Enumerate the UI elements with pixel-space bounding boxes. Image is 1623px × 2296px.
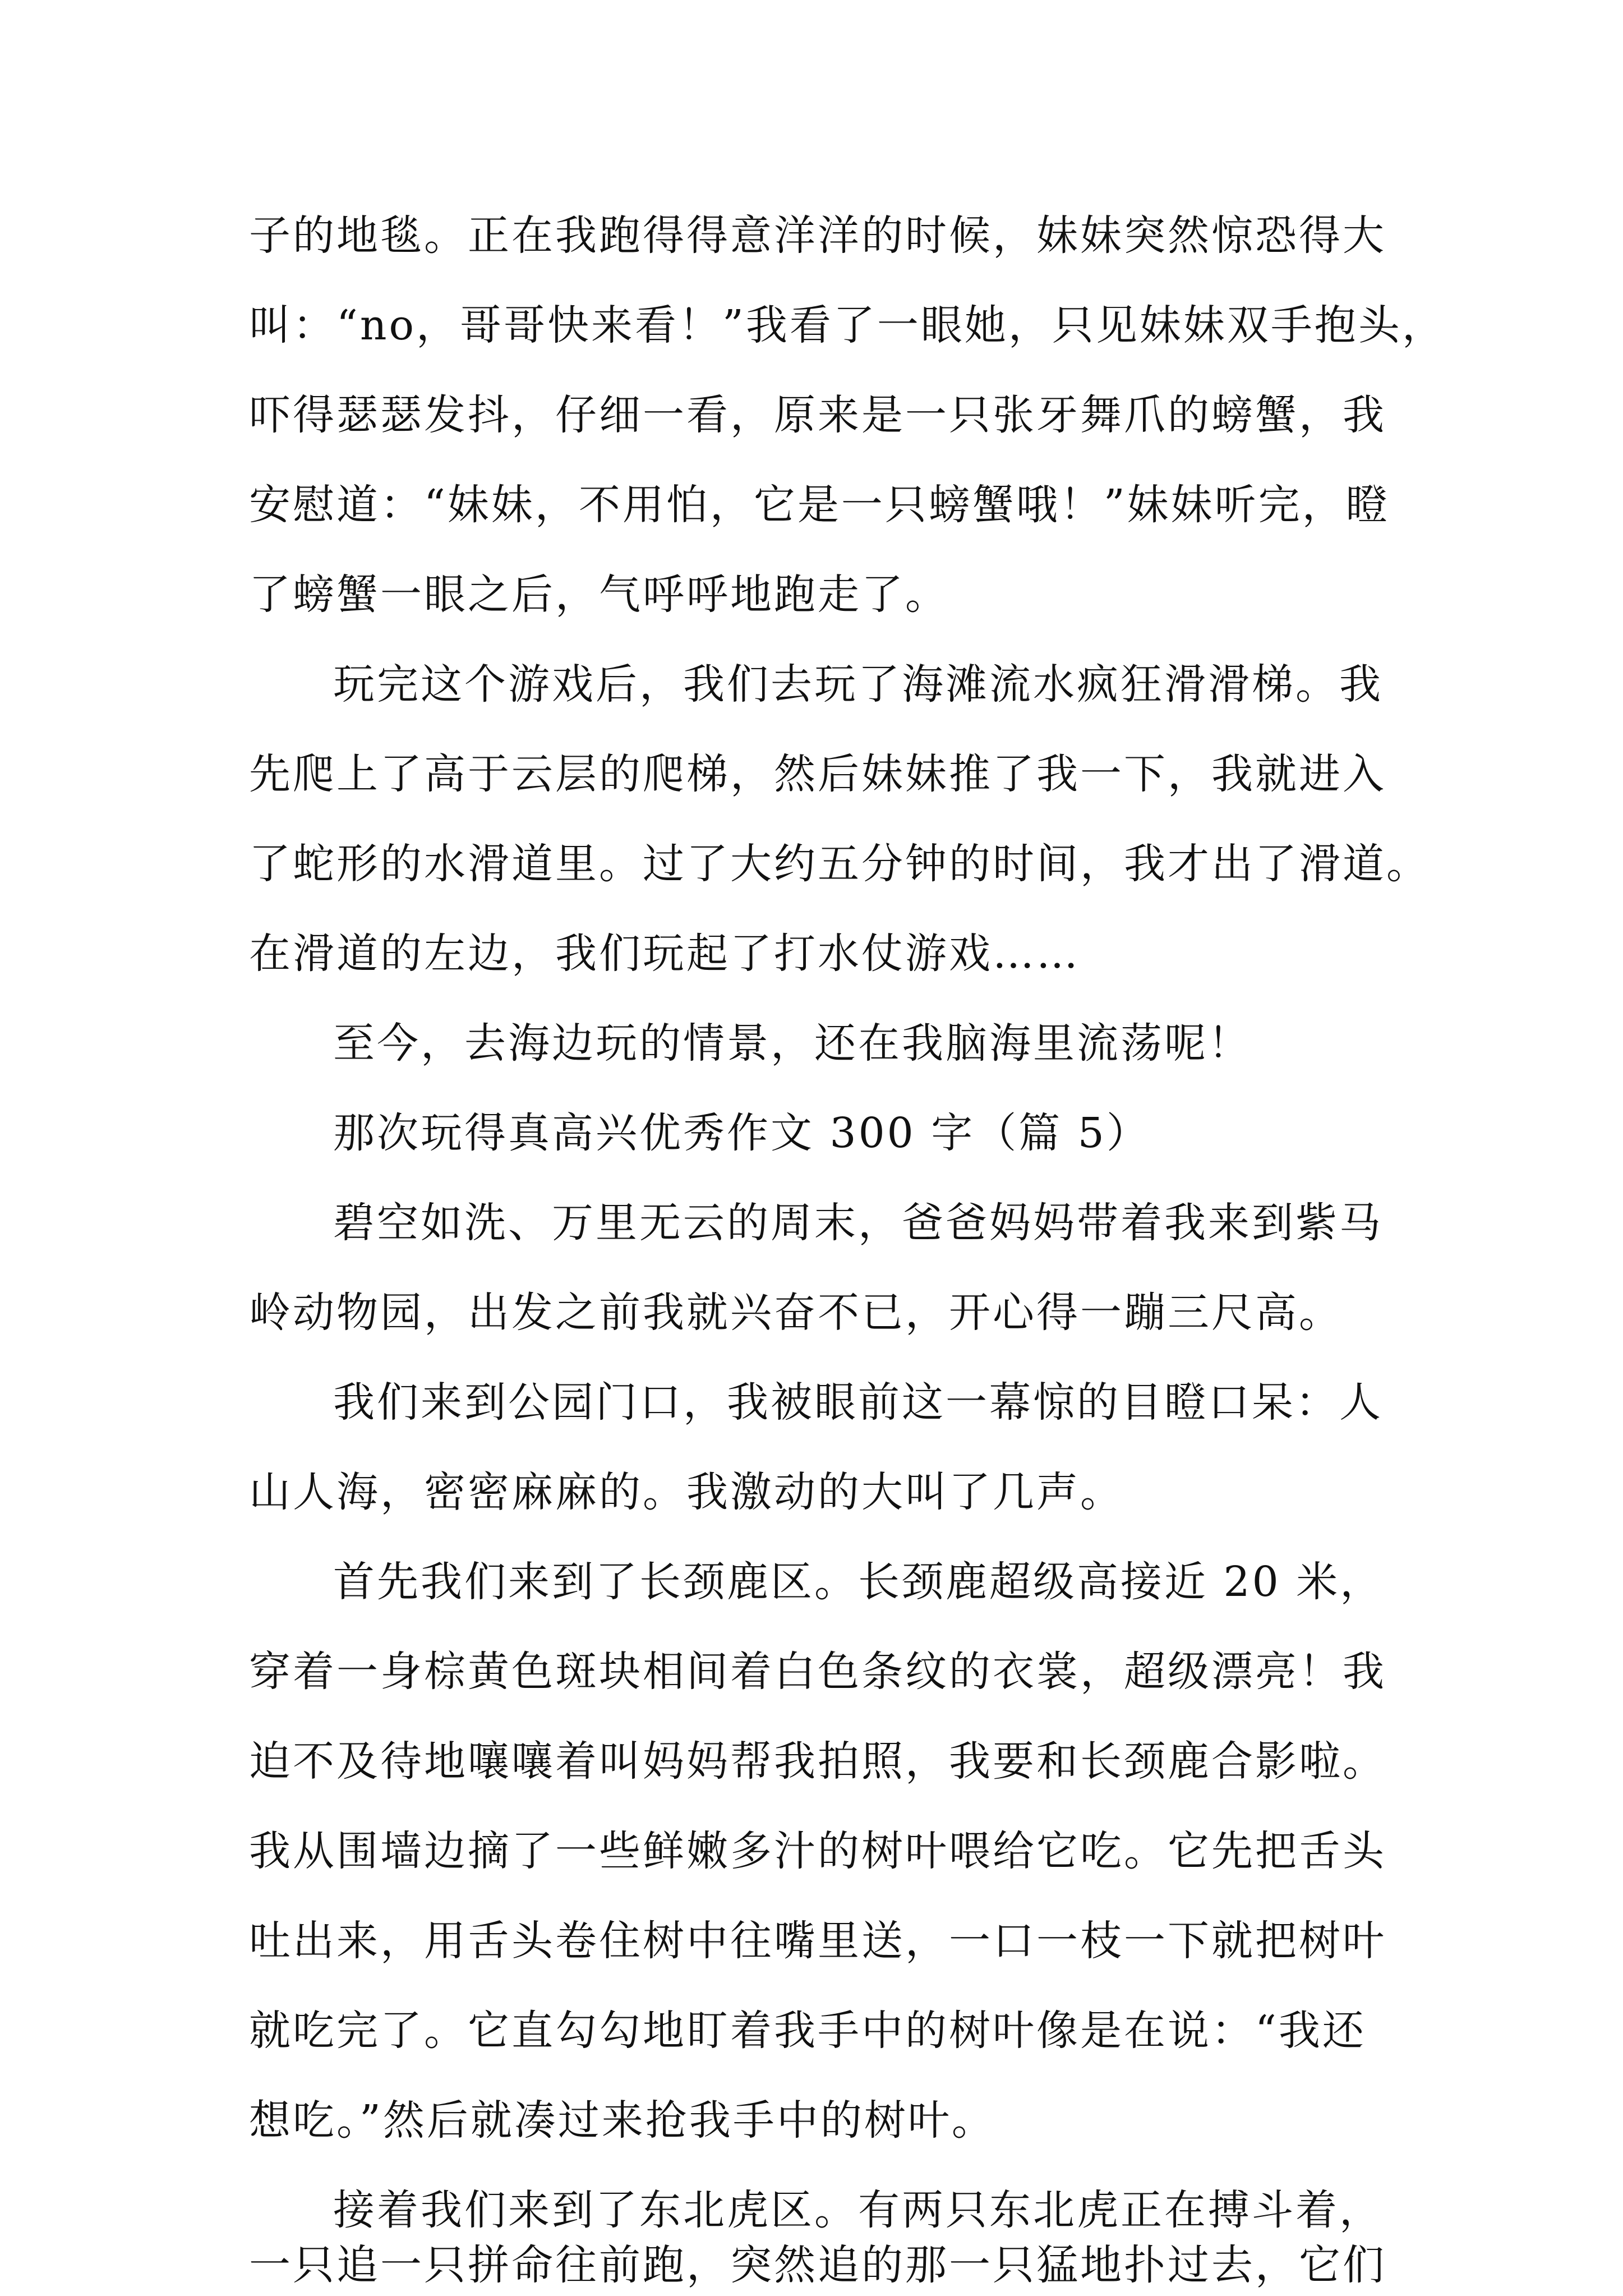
text-line: 在滑道的左边，我们玩起了打水仗游戏…… [249, 930, 1080, 978]
paragraph-first-line: 接着我们来到了东北虎区。有两只东北虎正在搏斗着， [333, 2186, 1383, 2234]
text-line: 了蛇形的水滑道里。过了大约五分钟的时间，我才出了滑道。 [249, 840, 1430, 888]
text-line: 叫：“no，哥哥快来看！”我看了一眼她，只见妹妹双手抱头， [249, 301, 1446, 349]
text-line: 一只追一只拼命往前跑，突然追的那一只猛地扑过去，它们 [249, 2241, 1386, 2289]
section-heading: 那次玩得真高兴优秀作文 300 字（篇 5） [333, 1109, 1150, 1157]
paragraph-first-line: 我们来到公园门口，我被眼前这一幕惊的目瞪口呆：人 [333, 1378, 1383, 1427]
text-line: 吓得瑟瑟发抖，仔细一看，原来是一只张牙舞爪的螃蟹，我 [249, 391, 1386, 439]
text-line: 迫不及待地嚷嚷着叫妈妈帮我拍照，我要和长颈鹿合影啦。 [249, 1737, 1386, 1786]
text-line: 我从围墙边摘了一些鲜嫩多汁的树叶喂给它吃。它先把舌头 [249, 1827, 1386, 1875]
text-line: 先爬上了高于云层的爬梯，然后妹妹推了我一下，我就进入 [249, 750, 1386, 798]
text-line: 岭动物园，出发之前我就兴奋不已，开心得一蹦三尺高。 [249, 1289, 1343, 1337]
text-line: 就吃完了。它直勾勾地盯着我手中的树叶像是在说：“我还 [249, 2007, 1366, 2055]
text-line: 子的地毯。正在我跑得得意洋洋的时候，妹妹突然惊恐得大 [249, 211, 1386, 260]
text-line: 安慰道：“妹妹，不用怕，它是一只螃蟹哦！”妹妹听完，瞪 [249, 481, 1390, 529]
paragraph-first-line: 首先我们来到了长颈鹿区。长颈鹿超级高接近 20 米， [333, 1558, 1384, 1606]
text-line: 穿着一身棕黄色斑块相间着白色条纹的衣裳，超级漂亮！我 [249, 1648, 1386, 1696]
text-line: 山人海，密密麻麻的。我激动的大叫了几声。 [249, 1468, 1124, 1516]
text-line: 吐出来，用舌头卷住树中往嘴里送，一口一枝一下就把树叶 [249, 1917, 1386, 1965]
paragraph-first-line: 玩完这个游戏后，我们去玩了海滩流水疯狂滑滑梯。我 [333, 660, 1383, 708]
paragraph-first-line: 碧空如洗、万里无云的周末，爸爸妈妈带着我来到紫马 [333, 1199, 1383, 1247]
paragraph-first-line: 至今，去海边玩的情景，还在我脑海里流荡呢！ [333, 1019, 1252, 1068]
text-line: 了螃蟹一眼之后，气呼呼地跑走了。 [249, 570, 949, 619]
text-line: 想吃。”然后就凑过来抢我手中的树叶。 [249, 2096, 995, 2145]
